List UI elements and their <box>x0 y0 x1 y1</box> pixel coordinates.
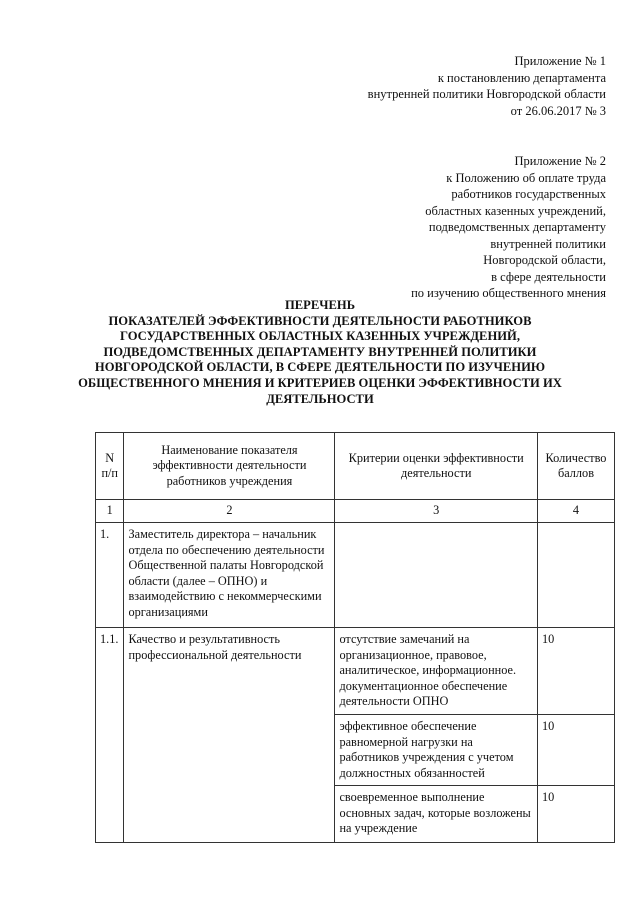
table-row <box>96 628 615 715</box>
column-number: 4 <box>537 500 614 523</box>
header-number: N п/п <box>96 433 124 500</box>
title-line: НОВГОРОДСКОЙ ОБЛАСТИ, В СФЕРЕ ДЕЯТЕЛЬНОСТИ ПО ИЗУЧЕНИЮ <box>94 360 546 375</box>
row-number: 1. <box>96 523 124 628</box>
annex-2-line: областных казенных учреждений, <box>425 203 606 218</box>
indicators-table <box>95 432 615 843</box>
column-number: 2 <box>124 500 335 523</box>
column-number: 1 <box>96 500 124 523</box>
table-header-row <box>96 433 615 500</box>
document-title <box>60 298 580 407</box>
title-line: ОБЩЕСТВЕННОГО МНЕНИЯ И КРИТЕРИЕВ ОЦЕНКИ ЭФФЕКТИВНОСТИ ИХ <box>78 375 562 390</box>
criteria-cell-empty <box>335 523 538 628</box>
criteria-text: своевременное выполнение основных задач, которые возложены на учреждение <box>335 786 538 843</box>
annex-1-line: внутренней политики Новгородской области <box>367 87 606 101</box>
annex-2-line: по изучению общественного мнения <box>411 286 606 300</box>
annex-1-block <box>368 53 606 119</box>
points-value: 10 <box>537 786 614 843</box>
points-value: 10 <box>537 715 614 786</box>
points-cell-empty <box>537 523 614 628</box>
annex-1-line: Приложение № 1 <box>514 54 606 68</box>
criteria-text: эффективное обеспечение равномерной нагрузки на работников учреждения с учетом должностных обязанностей <box>335 715 538 786</box>
header-points: Количество баллов <box>537 433 614 500</box>
indicator-name: Заместитель директора – начальник отдела по обеспечению деятельности Общественной палаты Новгородской области (далее – ОПНО) и взаимодействию с некоммерческими организациями <box>124 523 335 628</box>
annex-2-line: Новгородской области, <box>483 253 606 267</box>
annex-2-line: работников государственных <box>451 187 606 201</box>
annex-1-line: от 26.06.2017 № 3 <box>510 103 606 118</box>
annex-2-block <box>411 153 606 302</box>
header-criteria: Критерии оценки эффективности деятельности <box>335 433 538 500</box>
title-line: ПОДВЕДОМСТВЕННЫХ ДЕПАРТАМЕНТУ ВНУТРЕННЕЙ ПОЛИТИКИ <box>103 344 537 359</box>
annex-2-line: Приложение № 2 <box>514 154 606 168</box>
title-line: ПОКАЗАТЕЛЕЙ ЭФФЕКТИВНОСТИ ДЕЯТЕЛЬНОСТИ РАБОТНИКОВ <box>108 313 532 328</box>
title-line: ГОСУДАРСТВЕННЫХ ОБЛАСТНЫХ КАЗЕННЫХ УЧРЕЖДЕНИЙ, <box>120 329 520 344</box>
indicator-name: Качество и результативность профессиональной деятельности <box>124 628 335 843</box>
annex-2-line: подведомственных департаменту <box>428 220 606 234</box>
annex-2-line: в сфере деятельности <box>491 269 606 284</box>
table-row <box>96 523 615 628</box>
criteria-text: отсутствие замечаний на организационное, правовое, аналитическое, информационное. документационное обеспечение деятельности ОПНО <box>335 628 538 715</box>
column-numbers-row <box>96 500 615 523</box>
header-indicator-name: Наименование показателя эффективности деятельности работников учреждения <box>124 433 335 500</box>
annex-1-line: к постановлению департамента <box>437 70 606 85</box>
annex-2-line: к Положению об оплате труда <box>446 170 606 185</box>
row-number: 1.1. <box>96 628 124 843</box>
points-value: 10 <box>537 628 614 715</box>
column-number: 3 <box>335 500 538 523</box>
annex-2-line: внутренней политики <box>490 236 606 251</box>
title-line: ДЕЯТЕЛЬНОСТИ <box>266 391 374 406</box>
title-line: ПЕРЕЧЕНЬ <box>284 298 356 312</box>
